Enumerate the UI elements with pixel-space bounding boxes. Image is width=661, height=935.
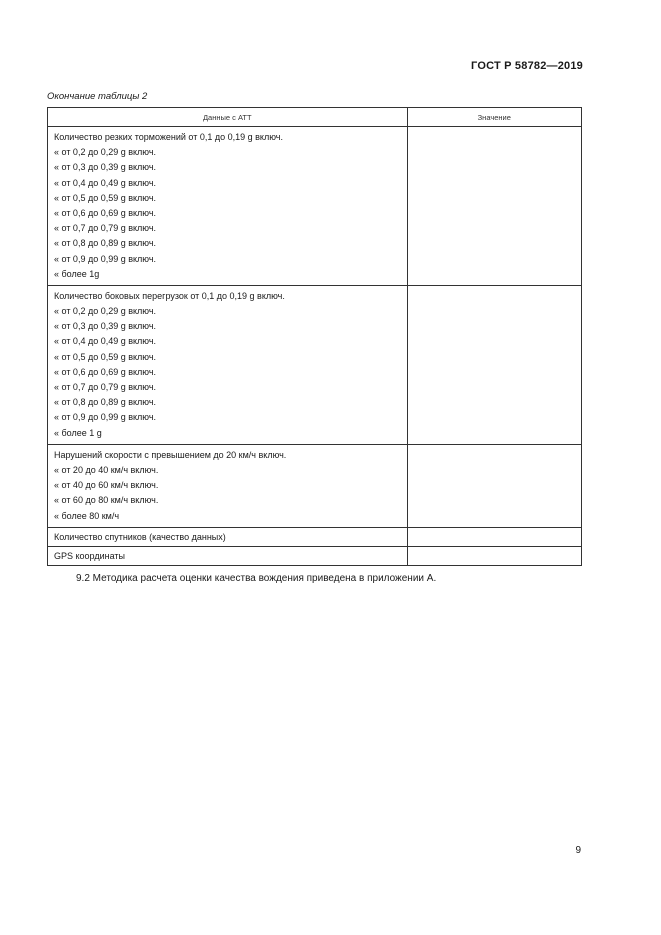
cell-braking-value — [407, 127, 581, 286]
table-line: « от 0,4 до 0,49 g включ. — [54, 336, 157, 347]
page-number: 9 — [575, 845, 581, 856]
table-line: « от 0,2 до 0,29 g включ. — [54, 147, 157, 158]
table-line: « более 1 g — [54, 427, 102, 438]
cell-gps-value — [407, 546, 581, 565]
table-line: « от 0,9 до 0,99 g включ. — [54, 253, 157, 264]
cell-satellites-data: Количество спутников (качество данных) — [48, 527, 408, 546]
table-line: Количество резких торможений от 0,1 до 0,19 g включ. — [54, 132, 283, 142]
table-line: « от 0,6 до 0,69 g включ. — [54, 366, 157, 377]
table-row-lateral — [48, 285, 582, 444]
cell-speeding-data — [48, 444, 408, 527]
table-line: « от 0,8 до 0,89 g включ. — [54, 238, 157, 249]
column-header-data: Данные с АТТ — [48, 108, 408, 127]
table-row-gps — [48, 546, 582, 565]
table-line: « от 0,4 до 0,49 g включ. — [54, 177, 157, 188]
section-paragraph: 9.2 Методика расчета оценки качества вождения приведена в приложении А. — [76, 573, 437, 584]
table-line: Количество боковых перегрузок от 0,1 до 0,19 g включ. — [54, 290, 285, 301]
table-line: « от 0,5 до 0,59 g включ. — [54, 351, 157, 362]
table-line: Нарушений скорости с превышением до 20 км/ч включ. — [54, 449, 287, 460]
table-line: « от 0,3 до 0,39 g включ. — [54, 162, 157, 173]
table-line: « от 20 до 40 км/ч включ. — [54, 464, 159, 475]
table-line: « более 80 км/ч — [54, 510, 120, 521]
table-line: « более 1g — [54, 268, 100, 279]
table-line: « от 0,6 до 0,69 g включ. — [54, 207, 157, 218]
table-line: « от 0,3 до 0,39 g включ. — [54, 321, 157, 332]
table-line: « от 0,7 до 0,79 g включ. — [54, 223, 157, 234]
cell-lateral-data — [48, 285, 408, 444]
cell-gps-data: GPS координаты — [48, 546, 408, 565]
table-header-row — [48, 108, 582, 127]
table-line: « от 0,9 до 0,99 g включ. — [54, 412, 157, 423]
table-row-braking — [48, 127, 582, 286]
table-row-satellites — [48, 527, 582, 546]
table-line: « от 60 до 80 км/ч включ. — [54, 495, 159, 506]
cell-lateral-value — [407, 285, 581, 444]
table-caption: Окончание таблицы 2 — [47, 91, 148, 102]
table-line: « от 0,8 до 0,89 g включ. — [54, 397, 157, 408]
table-line: « от 40 до 60 км/ч включ. — [54, 480, 159, 491]
cell-speeding-value — [407, 444, 581, 527]
table-line: « от 0,7 до 0,79 g включ. — [54, 382, 157, 392]
column-header-value: Значение — [407, 108, 581, 127]
document-id: ГОСТ Р 58782—2019 — [471, 60, 583, 72]
table-line: « от 0,2 до 0,29 g включ. — [54, 306, 157, 317]
table-row-speeding — [48, 444, 582, 527]
data-table — [47, 107, 582, 566]
table-line: « от 0,5 до 0,59 g включ. — [54, 192, 157, 203]
cell-braking-data — [48, 127, 408, 286]
cell-satellites-value — [407, 527, 581, 546]
